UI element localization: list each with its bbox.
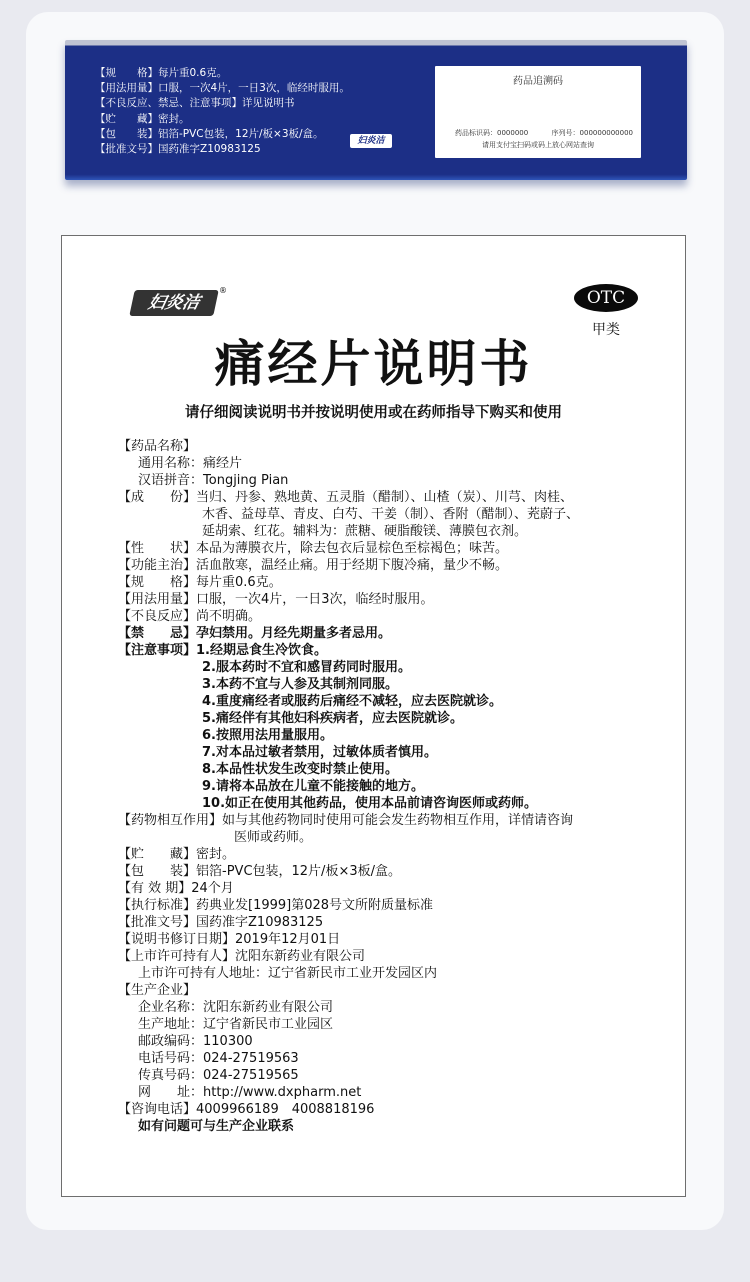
precaution-item: 7.对本品过敏者禁用，过敏体质者慎用。 — [202, 745, 437, 760]
page-subtitle: 请仔细阅读说明书并按说明使用或在药师指导下购买和使用 — [185, 405, 562, 421]
value: 辽宁省新民市工业园区 — [203, 1017, 334, 1032]
otc-class: 甲类 — [592, 322, 620, 338]
value: 痛经片 — [203, 456, 243, 471]
value: 国药准字Z10983125 — [196, 915, 324, 930]
value: 本品为薄膜衣片，除去包衣后显棕色至棕褐色；味苦。 — [196, 541, 509, 556]
brand-logo: 妇炎洁 — [129, 290, 219, 316]
box-spec-line: 【贮 藏】密封。 — [95, 112, 190, 125]
value: 辽宁省新民市工业开发园区内 — [268, 966, 438, 981]
label: 【生产企业】 — [118, 983, 197, 998]
section-approval — [118, 914, 678, 931]
precaution-item: 9.请将本品放在儿童不能接触的地方。 — [202, 779, 424, 794]
value: 孕妇禁用。月经先期量多者忌用。 — [196, 626, 392, 641]
label: 【不良反应】 — [118, 609, 197, 624]
label: 【药品名称】 — [118, 439, 197, 454]
label: 邮政编码： — [138, 1034, 204, 1049]
section-ingredients — [118, 489, 678, 506]
label: 企业名称： — [138, 1000, 204, 1015]
field-mah-address — [118, 965, 678, 982]
value: http://www.dxpharm.net — [203, 1085, 362, 1100]
trace-code-panel — [435, 66, 641, 158]
ingredients-continued: 木香、益母草、青皮、白芍、干姜（制）、香附（醋制）、茺蔚子、 — [202, 507, 580, 522]
box-spec-line: 【包 装】铝箔-PVC包装，12片/板×3板/盒。 — [95, 127, 324, 140]
label: 【咨询电话】 — [118, 1102, 197, 1117]
registered-mark: ® — [219, 286, 227, 295]
label: 【功能主治】 — [118, 558, 197, 573]
precaution-item: 4.重度痛经者或服药后痛经不减轻，应去医院就诊。 — [202, 694, 502, 709]
section-precautions — [118, 642, 678, 659]
field-address — [118, 1016, 678, 1033]
section-indications — [118, 557, 678, 574]
box-spec-list — [95, 66, 350, 157]
trace-id-label: 药品标识码：0000000 — [455, 129, 529, 137]
section-drug-name — [118, 438, 678, 455]
label: 上市许可持有人地址： — [138, 966, 269, 981]
label: 通用名称： — [138, 456, 204, 471]
label: 【说明书修订日期】 — [118, 932, 236, 947]
label: 生产地址： — [138, 1017, 204, 1032]
package-box-photo — [65, 40, 687, 180]
label: 【贮 藏】 — [118, 847, 197, 862]
value: 药典业发[1999]第028号文所附质量标准 — [196, 898, 434, 913]
field-phone — [118, 1050, 678, 1067]
leaflet-content — [118, 438, 678, 1135]
value: 4009966189 4008818196 — [196, 1102, 375, 1117]
label: 【批准文号】 — [118, 915, 197, 930]
label: 【性 状】 — [118, 541, 197, 556]
box-spec-line: 【用法用量】口服，一次4片，一日3次，临经时服用。 — [95, 82, 350, 95]
label: 【规 格】 — [118, 575, 197, 590]
box-spec-line: 【不良反应、禁忌、注意事项】详见说明书 — [95, 97, 295, 110]
label: 汉语拼音： — [138, 473, 204, 488]
trace-ids — [455, 128, 633, 138]
trace-serial-label: 序列号：000000000000 — [551, 129, 633, 137]
section-mah — [118, 948, 678, 965]
label: 【有 效 期】 — [118, 881, 192, 896]
section-package — [118, 863, 678, 880]
field-fax — [118, 1067, 678, 1084]
precaution-item: 2.服本药时不宜和感冒药同时服用。 — [202, 660, 411, 675]
value: 1.经期忌食生冷饮食。 — [196, 643, 327, 658]
field-website — [118, 1084, 678, 1101]
value: 沈阳东新药业有限公司 — [235, 949, 366, 964]
label: 网 址： — [138, 1085, 204, 1100]
box-spec-line: 【批准文号】国药准字Z10983125 — [95, 143, 261, 156]
field-generic-name — [118, 455, 678, 472]
instruction-leaflet — [61, 235, 686, 1197]
value: 当归、丹参、熟地黄、五灵脂（醋制）、山楂（炭）、川芎、肉桂、 — [196, 490, 574, 505]
page-title: 痛经片说明书 — [214, 335, 533, 393]
footer-note: 如有问题可与生产企业联系 — [138, 1119, 295, 1134]
value: 沈阳东新药业有限公司 — [203, 1000, 334, 1015]
section-contraindications — [118, 625, 678, 642]
value: Tongjing Pian — [203, 473, 289, 488]
precaution-item: 3.本药不宜与人参及其制剂同服。 — [202, 677, 398, 692]
label: 【注意事项】 — [118, 643, 197, 658]
precaution-item: 6.按照用法用量服用。 — [202, 728, 333, 743]
interactions-continued: 医师或药师。 — [234, 830, 313, 845]
label: 【执行标准】 — [118, 898, 197, 913]
precaution-item: 10.如正在使用其他药品，使用本品前请咨询医师或药师。 — [202, 796, 538, 811]
section-hotline — [118, 1101, 678, 1118]
trace-note: 请用支付宝扫码或码上放心网站查询 — [482, 141, 594, 149]
label: 【包 装】 — [118, 864, 197, 879]
value: 口服，一次4片，一日3次，临经时服用。 — [196, 592, 434, 607]
value: 110300 — [203, 1034, 253, 1049]
precaution-item: 5.痛经伴有其他妇科疾病者，应去医院就诊。 — [202, 711, 463, 726]
box-spec-line: 【规 格】每片重0.6克。 — [95, 67, 228, 79]
value: 如与其他药物同时使用可能会发生药物相互作用，详情请咨询 — [222, 813, 574, 828]
section-characteristics — [118, 540, 678, 557]
section-interactions — [118, 812, 678, 829]
value: 铝箔-PVC包装，12片/板×3板/盒。 — [196, 864, 401, 879]
field-zip — [118, 1033, 678, 1050]
label: 【药物相互作用】 — [118, 813, 223, 828]
precaution-item: 8.本品性状发生改变时禁止使用。 — [202, 762, 398, 777]
value: 尚不明确。 — [196, 609, 262, 624]
value: 024-27519565 — [203, 1068, 299, 1083]
label: 传真号码： — [138, 1068, 204, 1083]
label: 【上市许可持有人】 — [118, 949, 236, 964]
ingredients-continued: 延胡索、红花。辅料为：蔗糖、硬脂酸镁、薄膜包衣剂。 — [202, 524, 528, 539]
label: 【禁 忌】 — [118, 626, 197, 641]
section-revision-date — [118, 931, 678, 948]
label: 【用法用量】 — [118, 592, 197, 607]
box-brand-logo: 妇炎洁 — [350, 134, 392, 148]
section-specification — [118, 574, 678, 591]
section-validity — [118, 880, 678, 897]
label: 电话号码： — [138, 1051, 204, 1066]
field-company — [118, 999, 678, 1016]
section-dosage — [118, 591, 678, 608]
section-standard — [118, 897, 678, 914]
label: 【成 份】 — [118, 490, 197, 505]
section-storage — [118, 846, 678, 863]
value: 2019年12月01日 — [235, 932, 341, 947]
trace-title: 药品追溯码 — [513, 76, 563, 87]
otc-badge: OTC — [574, 284, 638, 312]
value: 024-27519563 — [203, 1051, 299, 1066]
value: 活血散寒，温经止痛。用于经期下腹冷痛，量少不畅。 — [196, 558, 509, 573]
section-manufacturer — [118, 982, 678, 999]
section-adverse — [118, 608, 678, 625]
field-pinyin — [118, 472, 678, 489]
value: 密封。 — [196, 847, 236, 862]
value: 每片重0.6克。 — [196, 575, 282, 590]
value: 24个月 — [191, 881, 234, 896]
